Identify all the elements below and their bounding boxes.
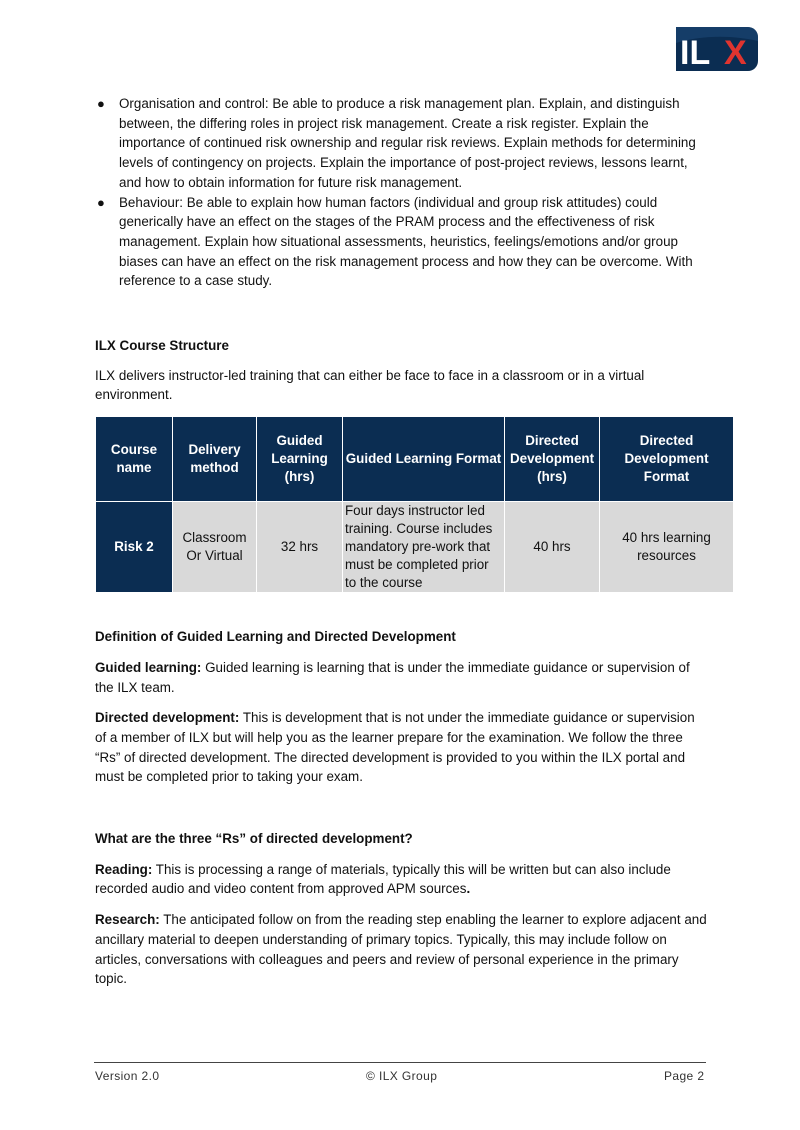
cell-guided-hours: 32 hrs <box>257 502 343 593</box>
research-paragraph: Research: The anticipated follow on from the reading step enabling the learner to explore adjacent and ancillary material to deepen understanding of primary topics. Typically, this may include follow on articles, conversations with colleagues and peers and review of personal experience in the primary topic. <box>95 912 707 987</box>
section-heading: What are the three “Rs” of directed development? <box>95 831 413 847</box>
list-item: ● Behaviour: Be able to explain how human factors (individual and group risk attitudes) could generically have an effect on the stages of the PRAM process and the effectiveness of risk management. Explain how situational assessments, heuristics, feelings/emotions and/or group biases can have an effect on the risk management process and how they can be overcome. With reference to a case study. <box>97 194 693 289</box>
section-heading: ILX Course Structure <box>95 338 229 354</box>
list-item: ● Organisation and control: Be able to produce a risk management plan. Explain, and distinguish between, the differing roles in project risk management. Create a risk register. Explain the importance of continued risk ownership and regular risk reviews. Explain methods for determining levels of contingency on projects. Explain the importance of post-project reviews, lessons learnt, and how to obtain information for future risk management. <box>97 96 696 190</box>
bullet-icon: ● <box>97 96 105 111</box>
ilx-logo <box>672 21 762 77</box>
cell-course-name: Risk 2 <box>96 502 173 593</box>
term-label: Directed development: <box>95 710 240 726</box>
header-directed-format: Directed Development Format <box>600 417 734 502</box>
table-row <box>96 502 734 593</box>
main-content <box>95 94 711 989</box>
term-label: Reading: <box>95 861 153 877</box>
header-guided-hours: Guided Learning (hrs) <box>257 417 343 502</box>
table-header-row <box>96 417 734 502</box>
header-directed-hours: Directed Development (hrs) <box>505 417 600 502</box>
footer-copyright: © ILX Group <box>366 1069 438 1083</box>
cell-directed-hours: 40 hrs <box>505 502 600 593</box>
section-heading: Definition of Guided Learning and Directed Development <box>95 629 456 645</box>
guided-learning-paragraph: Guided learning: Guided learning is learning that is under the immediate guidance or supervision of the ILX team. <box>95 659 690 695</box>
bullet-icon: ● <box>97 194 105 210</box>
cell-delivery-method: Classroom Or Virtual <box>173 502 257 593</box>
course-structure-table <box>95 416 734 593</box>
header-course-name: Course name <box>96 417 173 502</box>
cell-directed-format: 40 hrs learning resources <box>600 502 734 593</box>
reading-paragraph: Reading: This is processing a range of materials, typically this will be written but can also include recorded audio and video content from approved APM sources. <box>95 861 671 897</box>
svg-text:X: X <box>724 34 747 72</box>
term-label: Guided learning: <box>95 659 202 675</box>
objectives-list <box>95 94 707 291</box>
cell-guided-format: Four days instructor led training. Course includes mandatory pre-work that must be completed prior to the course <box>343 502 505 593</box>
intro-paragraph: ILX delivers instructor-led training that can either be face to face in a classroom or in a virtual environment. <box>95 367 645 403</box>
footer-page-number: Page 2 <box>664 1069 705 1083</box>
header-delivery-method: Delivery method <box>173 417 257 502</box>
directed-development-paragraph: Directed development: This is development that is not under the immediate guidance or supervision of a member of ILX but will help you as the learner prepare for the examination. We follow the three “Rs” of directed development. The directed development is provided to you within the ILX portal and must be completed prior to taking your exam. <box>95 710 695 785</box>
svg-text:IL: IL <box>680 34 711 72</box>
term-label: Research: <box>95 912 160 928</box>
footer-divider <box>94 1062 706 1063</box>
header-guided-format: Guided Learning Format <box>343 417 505 502</box>
footer-version: Version 2.0 <box>95 1069 160 1083</box>
